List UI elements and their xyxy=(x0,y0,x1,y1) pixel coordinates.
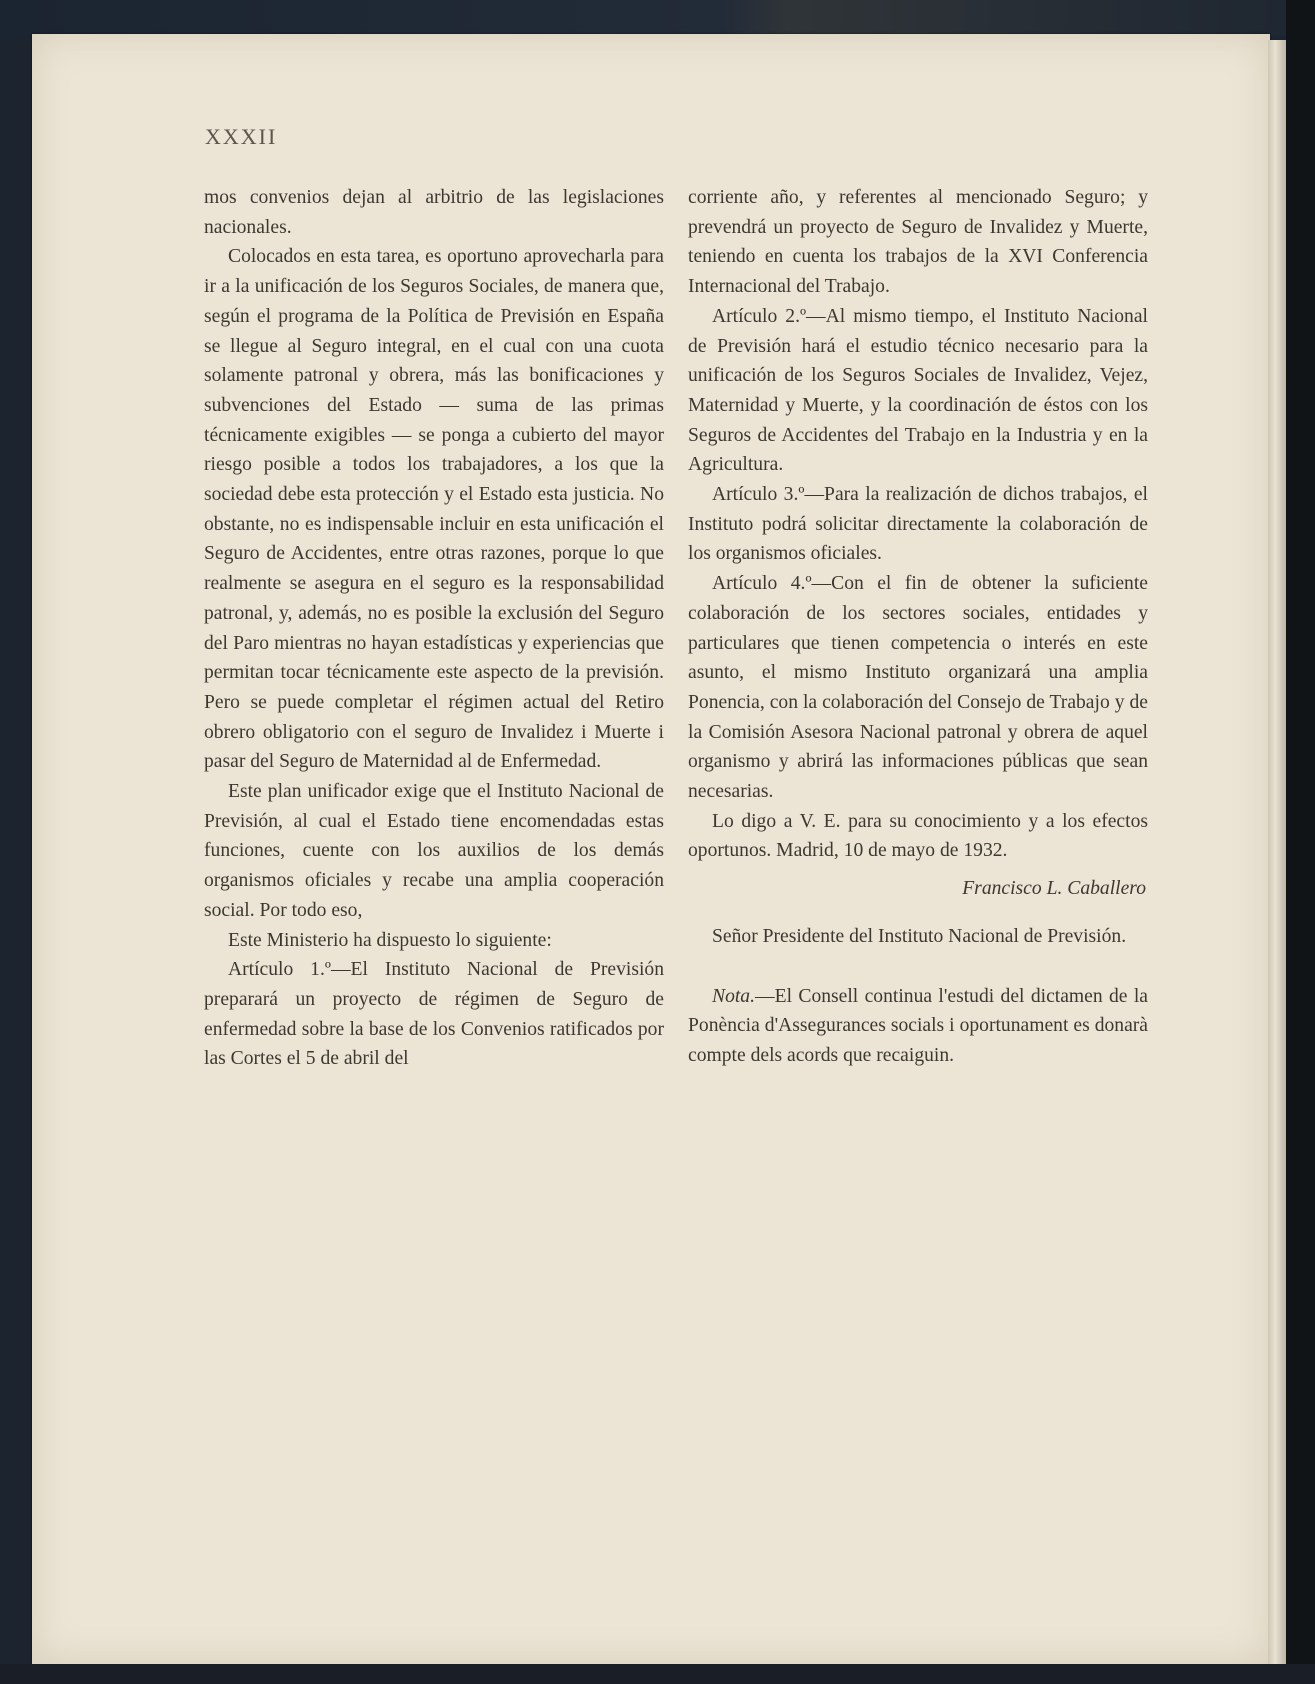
page-number: XXXII xyxy=(205,124,278,149)
article-4: Artículo 4.º—Con el fin de obtener la suficiente colaboración de los sectores sociales, entidades y particulares que tienen competencia o interés en este asunto, el mismo Instituto organizará una amplia Ponencia, con la colaboración del Consejo de Trabajo y de la Comisión Asesora Nacional patronal y obrera de aquel organismo y abrirá las informaciones públicas que sean necesarias. xyxy=(688,573,1148,803)
page-edge xyxy=(1268,40,1286,1664)
scan-background-top xyxy=(0,0,1315,36)
article-2: Artículo 2.º—Al mismo tiempo, el Instituto Nacional de Previsión hará el estudio técnico necesario para la unificación de los Seguros Sociales de Invalidez, Vejez, Maternidad y Muerte, y la coordinación de éstos con los Seguros de Accidentes del Trabajo en la Industria y en la Agricultura. xyxy=(688,305,1148,476)
paragraph: Este plan unificador exige que el Instituto Nacional de Previsión, al cual el Estado tiene encomendadas estas funciones, cuente con los auxilios de los demás organismos oficiales y recabe una amplia cooperación social. Por todo eso, xyxy=(204,781,664,921)
paragraph: mos convenios dejan al arbitrio de las legislaciones nacionales. xyxy=(204,187,664,238)
right-column xyxy=(688,183,1148,1071)
note-paragraph xyxy=(688,982,1148,1071)
paragraph: corriente año, y referentes al mencionado Seguro; y prevendrá un proyecto de Seguro de Invalidez y Muerte, teniendo en cuenta los trabajos de la XVI Conferencia Internacional del Trabajo. xyxy=(688,187,1148,298)
paragraph: Colocados en esta tarea, es oportuno aprovecharla para ir a la unificación de los Seguros Sociales, de manera que, según el programa de la Política de Previsión en España se llegue al Seguro integral, en el cual con una cuota solamente patronal y obrera, más las bonificaciones y subvenciones del Estado — suma de las primas técnicamente exigibles — se ponga a cubierto del mayor riesgo posible a todos los trabajadores, a los que la sociedad debe esta protección y el Estado esta justicia. No obstante, no es indispensable incluir en esta unificación el Seguro de Accidentes, entre otras razones, porque lo que realmente se asegura en el seguro es la responsabilidad patronal, y, además, no es posible la exclusión del Seguro del Paro mientras no hayan estadísticas y experiencias que permitan tocar técnicamente este aspecto de la previsión. Pero se puede completar el régimen actual del Retiro obrero obligatorio con el seguro de Invalidez i Muerte i pasar del Seguro de Maternidad al de Enfermedad. xyxy=(204,246,664,773)
paragraph: Este Ministerio ha dispuesto lo siguiente: xyxy=(228,929,552,951)
article-3: Artículo 3.º—Para la realización de dichos trabajos, el Instituto podrá solicitar directamente la colaboración de los organismos oficiales. xyxy=(688,484,1148,565)
note-text: —El Consell continua l'estudi del dictamen de la Ponència d'Assegurances socials i oportunament es donarà compte dels acords que recaiguin. xyxy=(688,985,1148,1066)
signature: Francisco L. Caballero xyxy=(962,878,1146,900)
book-spine xyxy=(1286,0,1315,1684)
closing-paragraph: Lo digo a V. E. para su conocimiento y a los efectos oportunos. Madrid, 10 de mayo de 1932. xyxy=(688,810,1148,862)
addressee: Señor Presidente del Instituto Nacional de Previsión. xyxy=(712,925,1127,947)
note-label: Nota. xyxy=(712,985,756,1007)
spacer xyxy=(688,952,1148,982)
left-column xyxy=(204,183,664,1074)
scan-background-bottom xyxy=(0,1664,1315,1684)
article-1: Artículo 1.º—El Instituto Nacional de Previsión preparará un proyecto de régimen de Seguro de enfermedad sobre la base de los Convenios ratificados por las Cortes el 5 de abril del xyxy=(204,959,664,1070)
